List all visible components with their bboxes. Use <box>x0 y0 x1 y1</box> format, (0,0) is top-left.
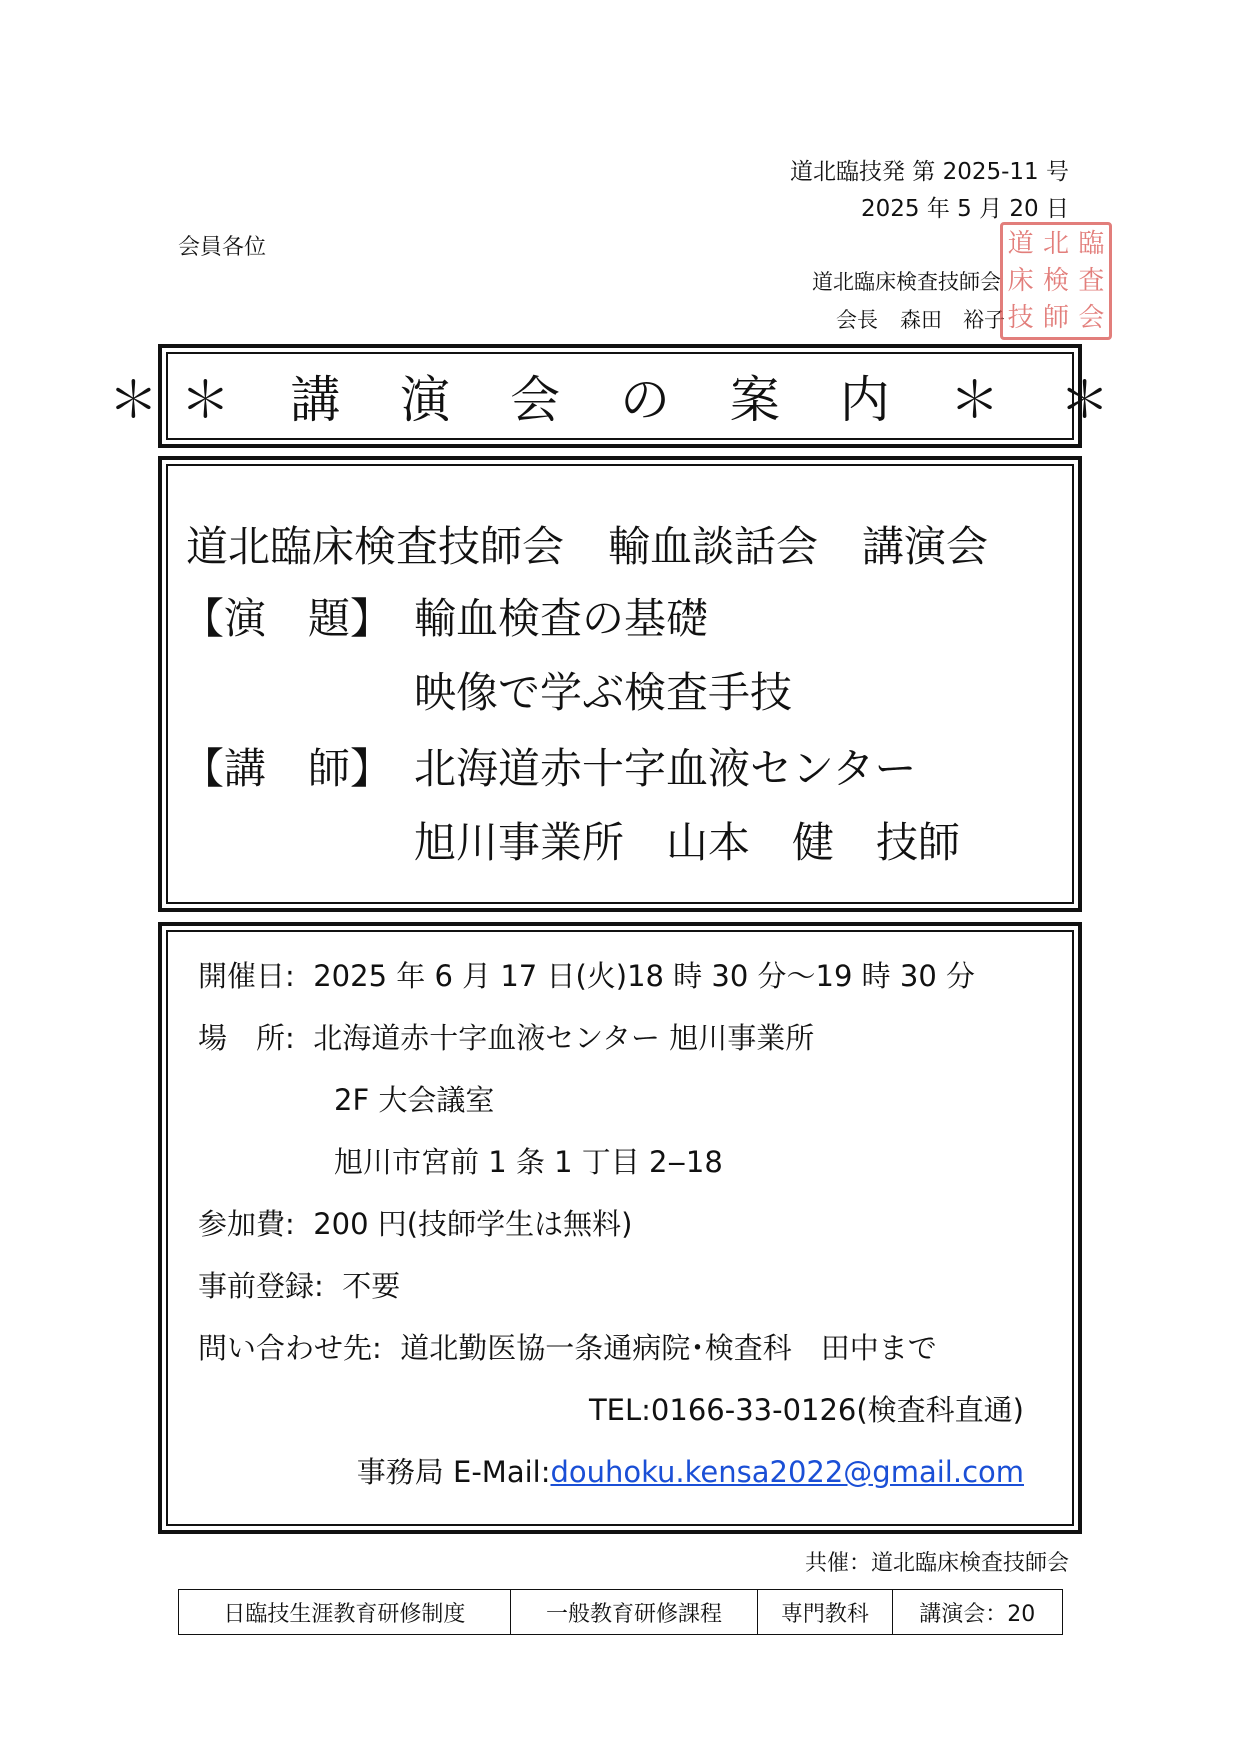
lecture-headline: 道北臨床検査技師会 輸血談話会 講演会 <box>186 522 989 571</box>
email-link[interactable]: douhoku.kensa2022@gmail.com <box>550 1455 1024 1489</box>
registration-value: 不要 <box>342 1269 401 1303</box>
topic-label: 【演 題】 <box>182 594 393 643</box>
registration-label: 事前登録: <box>198 1269 324 1303</box>
event-date-row <box>198 954 975 995</box>
contact-row <box>198 1326 937 1367</box>
contact-tel: TEL:0166-33-0126(検査科直通) <box>588 1393 1024 1427</box>
registration-row <box>198 1264 400 1305</box>
credit-points-cell: 講演会：20 <box>892 1590 1062 1635</box>
venue-address: 旭川市宮前 1 条 1 丁目 2‒18 <box>334 1145 723 1179</box>
event-date-label: 開催日: <box>198 959 295 993</box>
credit-course-cell: 一般教育研修課程 <box>510 1590 757 1635</box>
venue-label: 場 所: <box>198 1021 295 1055</box>
event-date-value: 2025 年 6 月 17 日(火)18 時 30 分〜19 時 30 分 <box>313 959 976 993</box>
topic-line-2: 映像で学ぶ検査手技 <box>414 668 793 717</box>
fee-value: 200 円(技師学生は無料) <box>313 1207 633 1241</box>
email-label: 事務局 E-Mail: <box>356 1455 551 1489</box>
credit-subject-cell: 専門教科 <box>758 1590 893 1635</box>
venue-line-2: 2F 大会議室 <box>334 1083 495 1117</box>
credit-system-cell: 日臨技生涯教育研修制度 <box>179 1590 511 1635</box>
addressee: 会員各位 <box>178 235 267 260</box>
venue-line-1: 北海道赤十字血液センター 旭川事業所 <box>313 1021 815 1055</box>
document-number: 道北臨技発 第 2025-11 号 <box>789 159 1069 185</box>
event-info-box <box>158 922 1082 1534</box>
title-box <box>108 344 1132 448</box>
speaker-line-1: 北海道赤十字血液センター <box>414 744 917 793</box>
table-row <box>179 1590 1063 1635</box>
issue-date: 2025 年 5 月 20 日 <box>861 196 1069 222</box>
president-title: 会長 <box>836 308 878 332</box>
contact-value: 道北勤医協一条通病院･検査科 田中まで <box>400 1331 937 1365</box>
fee-row <box>198 1202 632 1243</box>
venue-row <box>198 1016 814 1057</box>
sender-organization: 道北臨床検査技師会 <box>812 270 1001 294</box>
page-title: ＊＊ 講 演 会 の 案 内 ＊ ＊ <box>108 371 1132 429</box>
speaker-label: 【講 師】 <box>182 744 393 793</box>
official-seal-stamp: 道 北 臨 床 検 査 技 師 会 <box>1000 222 1112 340</box>
email-row <box>357 1450 1024 1491</box>
sender-president <box>836 304 1027 334</box>
speaker-line-2: 旭川事業所 山本 健 技師 <box>414 818 961 867</box>
fee-label: 参加費: <box>198 1207 295 1241</box>
president-name: 森田 裕子 <box>900 308 1005 332</box>
contact-label: 問い合わせ先: <box>198 1331 382 1365</box>
topic-line-1: 輸血検査の基礎 <box>414 594 709 643</box>
co-sponsor: 共催：道北臨床検査技師会 <box>804 1551 1069 1576</box>
lecture-box <box>158 456 1082 912</box>
credit-table <box>178 1589 1063 1635</box>
